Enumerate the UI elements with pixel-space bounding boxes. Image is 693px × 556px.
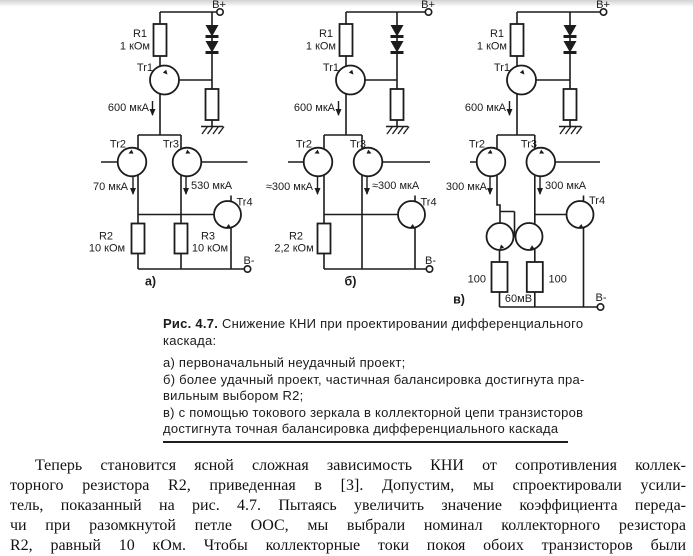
- ground-hatch: [202, 127, 224, 135]
- label-b-plus: B+: [212, 0, 226, 11]
- ground-hatch: [387, 127, 409, 135]
- body-paragraph: [10, 456, 686, 556]
- label-re-left: 100: [467, 273, 486, 286]
- caption-title-line1: [163, 316, 668, 333]
- label-current-left: 70 мкА: [92, 181, 128, 193]
- body-line: чи при разомкнутой петле ООС, мы выбрали номинал коллекторного резистора: [10, 517, 686, 534]
- resistor-r2: [132, 224, 145, 254]
- label-tr2: Tr2: [468, 138, 485, 151]
- label-b-minus: B-: [425, 255, 436, 267]
- sublabel-v: в): [453, 292, 465, 307]
- resistor-r3: [175, 224, 188, 254]
- figure-caption: [163, 316, 668, 438]
- transistor-tr1-body: [507, 66, 536, 95]
- caption-item: вильным выбором R2;: [163, 388, 304, 403]
- caption-underline: [163, 441, 568, 443]
- label-tr2: Tr2: [109, 138, 126, 151]
- resistor-r1: [340, 24, 353, 56]
- label-r1: R1: [132, 28, 147, 40]
- label-r2: R2: [98, 230, 114, 243]
- label-r3: R3: [200, 230, 216, 243]
- resistor-r1: [154, 24, 167, 56]
- label-current-right: 300 мкА: [545, 180, 587, 192]
- caption-item: достигнута точная балансировка дифференциального каскада: [163, 421, 559, 436]
- resistor-mirror-left: [492, 262, 508, 292]
- label-tr1: Tr1: [493, 62, 510, 74]
- label-current-right: ≈300 мкА: [372, 180, 420, 192]
- label-current-right: 530 мкА: [191, 180, 233, 192]
- label-r2-value: 2,2 кОм: [274, 242, 314, 255]
- label-tr1: Tr1: [322, 62, 339, 74]
- label-tail-current: 600 мкА: [107, 102, 149, 114]
- label-tr4: Tr4: [236, 196, 253, 209]
- label-r2-value: 10 кОм: [88, 242, 126, 255]
- resistor-bias: [206, 89, 219, 120]
- terminal-b-minus: [597, 304, 603, 310]
- transistor-tr1-body: [336, 66, 365, 95]
- label-offset-voltage: 60мВ: [504, 293, 533, 305]
- label-tail-current: 600 мкА: [293, 102, 335, 114]
- transistor-tr1-body: [150, 66, 179, 95]
- label-r1-value: 1 кОм: [119, 40, 150, 53]
- label-tr3: Tr3: [520, 138, 537, 151]
- label-tail-current: 600 мкА: [464, 102, 506, 114]
- caption-item: а) первоначальный неудачный проект;: [163, 355, 406, 370]
- resistor-mirror-right: [527, 262, 543, 292]
- resistor-bias: [564, 89, 577, 120]
- sublabel-a: а): [144, 274, 157, 289]
- label-re-right: 100: [548, 273, 567, 286]
- ground-hatch: [560, 127, 582, 135]
- body-line: торного резистора R2, приведенная в [3]. Допустим, мы спроектировали усили-: [10, 477, 686, 494]
- label-current-left: ≈300 мкА: [265, 181, 313, 193]
- resistor-bias: [391, 89, 404, 120]
- mirror-transistor-left-body: [487, 223, 514, 250]
- label-tr1: Tr1: [136, 62, 153, 74]
- label-r3-value: 10 кОм: [191, 242, 229, 255]
- label-r1: R1: [318, 28, 333, 40]
- label-tr3: Tr3: [162, 138, 179, 151]
- sublabel-b: б): [344, 274, 357, 289]
- circuit-a: [89, 0, 255, 289]
- label-r1: R1: [489, 28, 504, 40]
- resistor-r1: [511, 24, 524, 56]
- mirror-transistor-right-body: [516, 223, 543, 250]
- caption-items: [163, 355, 668, 438]
- label-tr3: Tr3: [349, 138, 366, 151]
- caption-title-line2: каскада:: [163, 332, 217, 348]
- label-current-left: 300 мкА: [445, 181, 487, 193]
- label-b-plus: B+: [421, 0, 435, 11]
- label-r1-value: 1 кОм: [305, 40, 336, 53]
- label-r1-value: 1 кОм: [476, 40, 507, 53]
- body-line: R2, равный 10 кОм. Чтобы коллекторные токи покоя обоих транзисторов были: [10, 537, 686, 554]
- body-line: тель, показанный на рис. 4.7. Пытаясь увеличить значение коэффициента переда-: [10, 497, 686, 514]
- resistor-r2: [318, 224, 331, 254]
- label-b-minus: B-: [595, 292, 607, 304]
- label-tr4: Tr4: [589, 195, 606, 207]
- caption-item: б) более удачный проект, частичная балансировка достигнута пра-: [163, 371, 585, 387]
- label-tr2: Tr2: [295, 138, 312, 151]
- label-b-plus: B+: [596, 0, 610, 11]
- label-b-minus: B-: [243, 255, 255, 267]
- label-r2: R2: [288, 230, 304, 243]
- circuit-b: [266, 0, 437, 289]
- caption-item: в) с помощью токового зеркала в коллекторной цепи транзисторов: [163, 404, 584, 420]
- caption-title-text: Снижение КНИ при проектировании дифференциального: [221, 316, 584, 331]
- body-line: Теперь становится ясной сложная зависимость КНИ от сопротивления коллек-: [35, 457, 686, 474]
- figure-number: Рис. 4.7.: [163, 316, 219, 331]
- label-tr4: Tr4: [420, 196, 437, 209]
- circuit-c: [446, 0, 610, 310]
